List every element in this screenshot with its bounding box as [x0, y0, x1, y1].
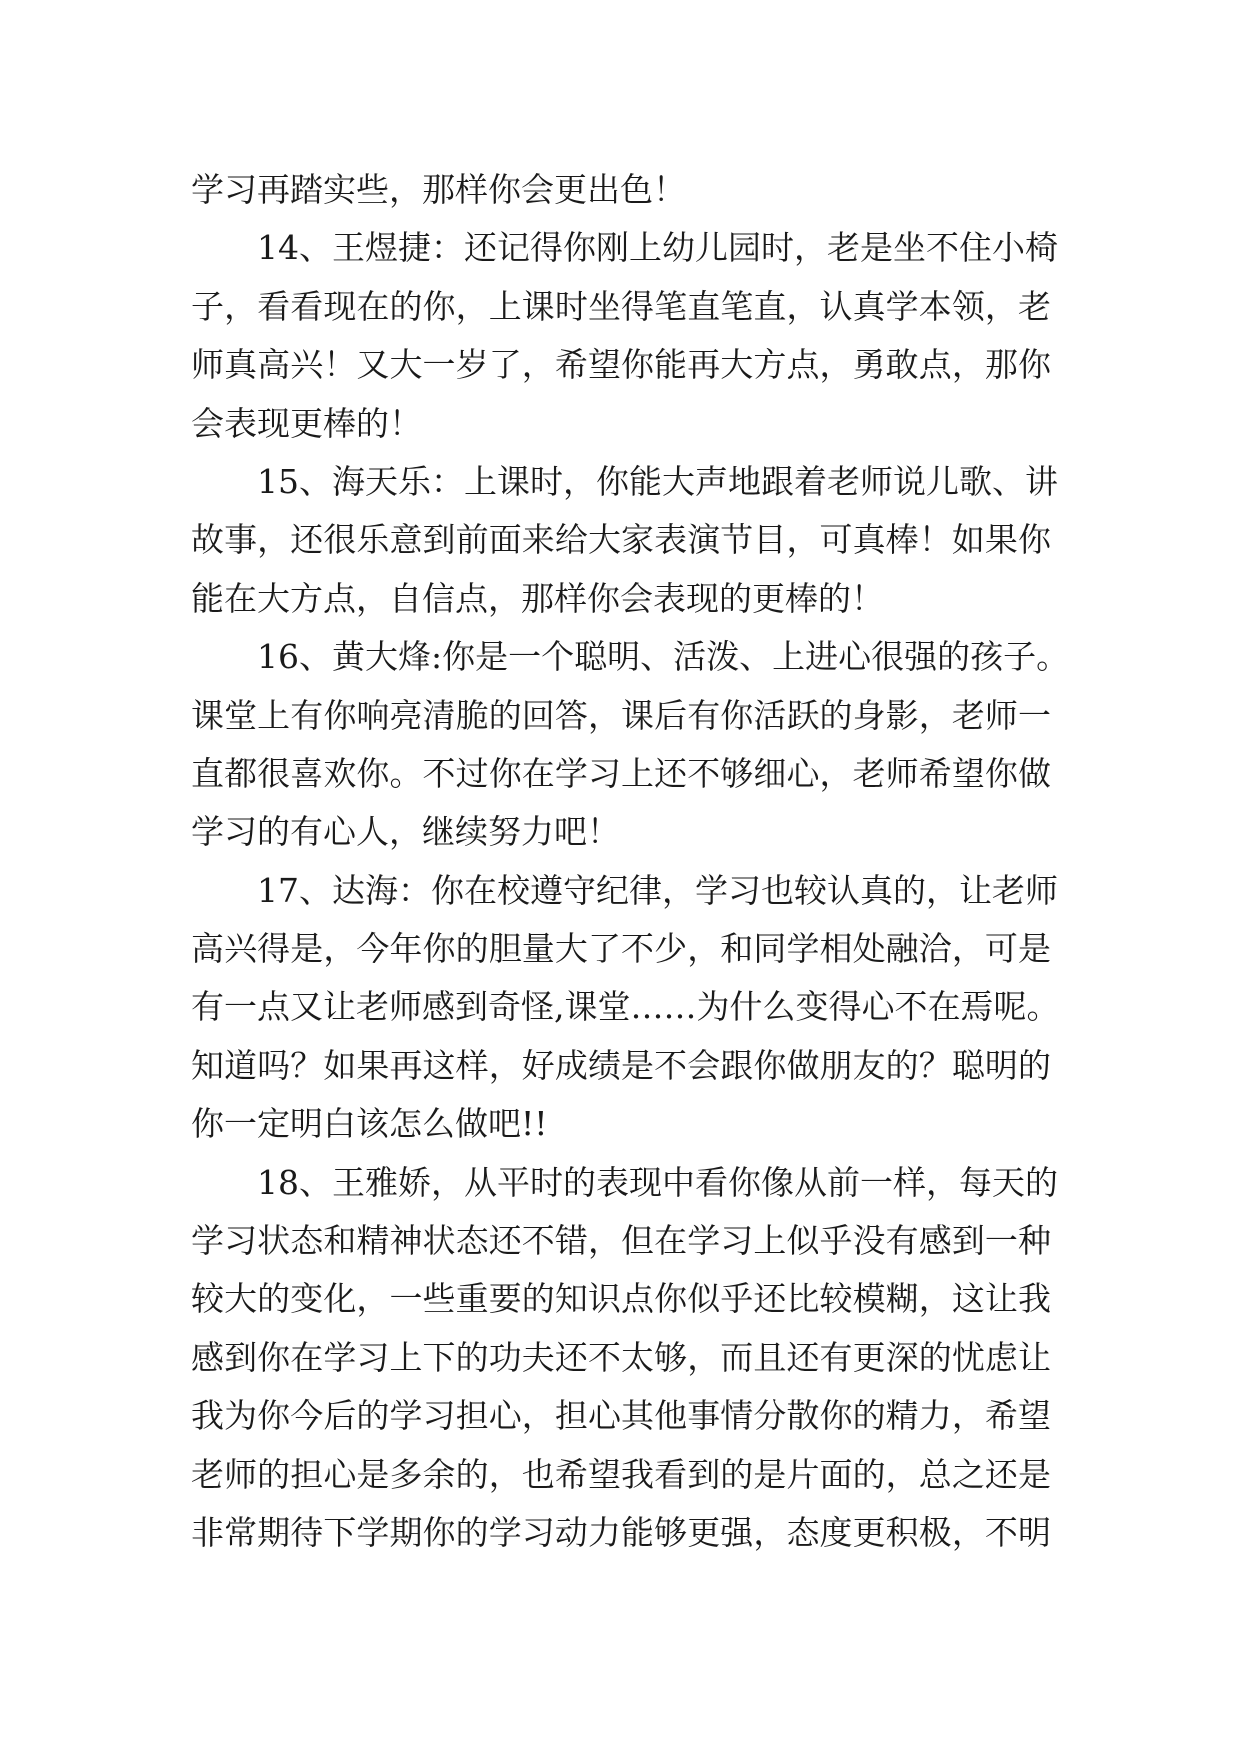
body-text: [191, 161, 1070, 1562]
text-line: 师真高兴！又大一岁了，希望你能再大方点，勇敢点，那你: [191, 345, 1051, 385]
text-line: 会表现更棒的！: [191, 403, 422, 443]
text-line: 直都很喜欢你。不过你在学习上还不够细心，老师希望你做: [191, 753, 1051, 793]
text-line: 故事，还很乐意到前面来给大家表演节目，可真棒！如果你: [191, 520, 1051, 560]
text-line: 知道吗？如果再这样，好成绩是不会跟你做朋友的？聪明的: [191, 1045, 1051, 1085]
text-line: 学习再踏实些，那样你会更出色！: [191, 170, 686, 209]
text-line: 课堂上有你响亮清脆的回答，课后有你活跃的身影，老师一: [191, 695, 1051, 735]
text-line: 高兴得是，今年你的胆量大了不少，和同学相处融洽，可是: [191, 929, 1051, 969]
paragraph-first-line: 16、黄大烽:你是一个聪明、活泼、上进心很强的孩子。: [257, 637, 1070, 677]
text-line: 学习的有心人，继续努力吧！: [191, 812, 620, 852]
text-line: 感到你在学习上下的功夫还不太够，而且还有更深的忧虑让: [191, 1337, 1051, 1377]
text-line: 子，看看现在的你，上课时坐得笔直笔直，认真学本领，老: [191, 286, 1051, 326]
text-line: 老师的担心是多余的，也希望我看到的是片面的，总之还是: [191, 1454, 1051, 1494]
text-line: 较大的变化，一些重要的知识点你似乎还比较模糊，这让我: [191, 1279, 1051, 1319]
text-line: 你一定明白该怎么做吧!!: [191, 1104, 548, 1144]
text-line: 我为你今后的学习担心，担心其他事情分散你的精力，希望: [191, 1396, 1051, 1436]
paragraph-first-line: 17、达海：你在校遵守纪律，学习也较认真的，让老师: [257, 870, 1058, 910]
paragraph-first-line: 14、王煜捷：还记得你刚上幼儿园时，老是坐不住小椅: [257, 228, 1058, 268]
text-line: 非常期待下学期你的学习动力能够更强，态度更积极，不明: [191, 1512, 1051, 1552]
paragraph-first-line: 15、海天乐：上课时，你能大声地跟着老师说儿歌、讲: [257, 461, 1058, 501]
text-line: 有一点又让老师感到奇怪,课堂……为什么变得心不在焉呢。: [191, 987, 1060, 1027]
text-line: 学习状态和精神状态还不错，但在学习上似乎没有感到一种: [191, 1221, 1051, 1261]
text-line: 能在大方点，自信点，那样你会表现的更棒的！: [191, 578, 884, 618]
paragraph-first-line: 18、王雅娇，从平时的表现中看你像从前一样，每天的: [257, 1162, 1058, 1202]
